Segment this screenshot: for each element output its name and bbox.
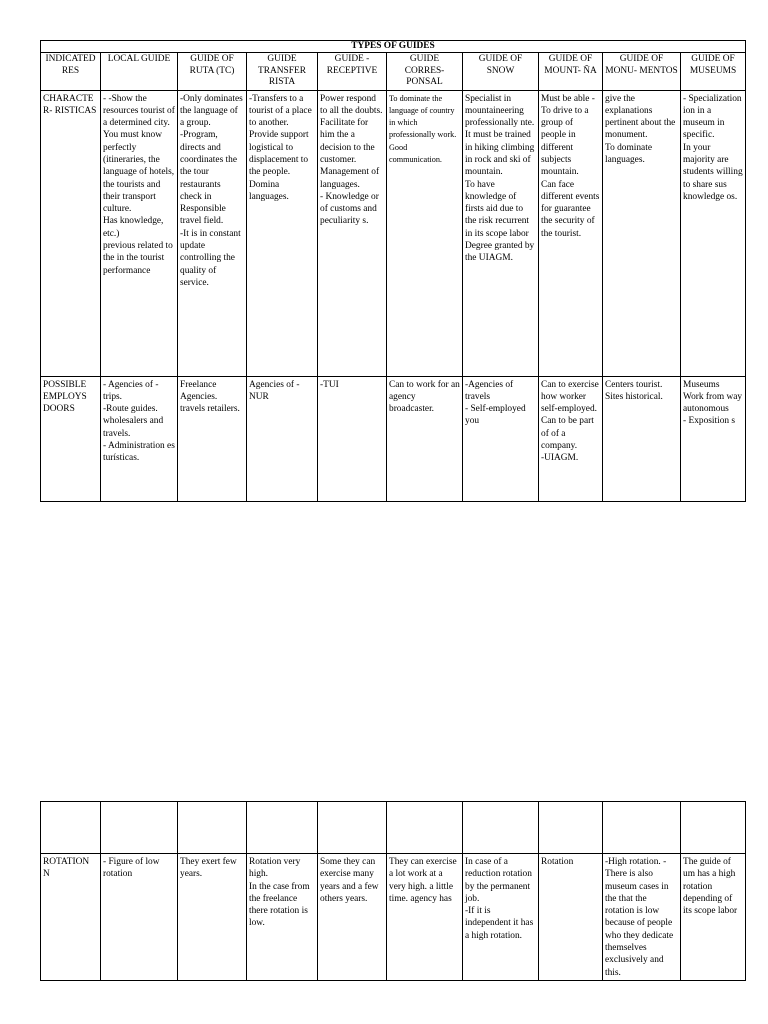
table-cell: Centers tourist. Sites historical.: [603, 376, 681, 501]
table-title: TYPES OF GUIDES: [41, 41, 746, 53]
table-cell: give the explanations pertinent about the monument. To dominate languages.: [603, 90, 681, 376]
table-cell: In case of a reduction rotation by the permanent job. -If it is independent it has a high rotation.: [463, 854, 539, 981]
empty-cell: [41, 802, 101, 854]
table-cell: - -Show the resources tourist of a determined city. You must know perfectly (itineraries, the language of hotels, the tourists and their transport culture. Has knowledge, etc.) previous related to the in the tourist performance: [101, 90, 178, 376]
table-row: [41, 854, 746, 981]
empty-row: [41, 802, 746, 854]
title-row: [41, 41, 746, 53]
table-cell: Must be able - To drive to a group of people in different subjects mountain. Can face different events for guarantee the security of the tourist.: [539, 90, 603, 376]
header-cell: GUIDE OF RUTA (TC): [178, 53, 247, 91]
row-label: ROTATION N: [41, 854, 101, 981]
table-cell: Can to exercise how worker self-employed. Can to be part of of a company. -UIAGM.: [539, 376, 603, 501]
table-cell: -Only dominates the language of a group. -Program, directs and coordinates the the tour restaurants check in Responsible travel field. -It is in constant update controlling the quality of service.: [178, 90, 247, 376]
table-row: [41, 376, 746, 501]
table-cell: -Transfers to a tourist of a place to another. Provide support logistical to displacement to the people. Domina languages.: [247, 90, 318, 376]
table-cell: -High rotation. -There is also museum cases in the that the rotation is low because of people who they dedicate themselves exclusively and this.: [603, 854, 681, 981]
header-cell: GUIDE OF MOUNT- ÑA: [539, 53, 603, 91]
row-label: POSSIBLE EMPLOYS DOORS: [41, 376, 101, 501]
table-cell: Rotation very high. In the case from the freelance there rotation is low.: [247, 854, 318, 981]
table-cell: - Figure of low rotation: [101, 854, 178, 981]
empty-cell: [101, 802, 178, 854]
table-cell: They exert few years.: [178, 854, 247, 981]
table-row: [41, 90, 746, 376]
header-cell: GUIDE CORRES- PONSAL: [387, 53, 463, 91]
rotation-table: [40, 801, 746, 981]
empty-cell: [681, 802, 746, 854]
table-cell: Museums Work from way autonomous - Exposition s: [681, 376, 746, 501]
table-cell: Agencies of -NUR: [247, 376, 318, 501]
table-cell: Freelance Agencies. travels retailers.: [178, 376, 247, 501]
empty-cell: [387, 802, 463, 854]
empty-cell: [463, 802, 539, 854]
table-cell: To dominate the language of country in which professionally work. Good communication.: [387, 90, 463, 376]
empty-cell: [318, 802, 387, 854]
empty-cell: [603, 802, 681, 854]
header-cell: GUIDE OF SNOW: [463, 53, 539, 91]
table-cell: They can exercise a lot work at a very high. a little time. agency has: [387, 854, 463, 981]
types-of-guides-table: [40, 40, 746, 502]
header-cell: LOCAL GUIDE: [101, 53, 178, 91]
header-cell: GUIDE TRANSFER RISTA: [247, 53, 318, 91]
table-cell: - Agencies of - trips. -Route guides. wholesalers and travels. - Administration es turísticas.: [101, 376, 178, 501]
table-cell: Rotation: [539, 854, 603, 981]
header-cell: INDICATED RES: [41, 53, 101, 91]
table-cell: Power respond to all the doubts. Facilitate for him the a decision to the customer. Management of languages. - Knowledge or of customs and peculiarity s.: [318, 90, 387, 376]
table-cell: - Specialization ion in a museum in specific. In your majority are students willing to share sus knowledge os.: [681, 90, 746, 376]
table-cell: Specialist in mountaineering professionally nte. It must be trained in hiking climbing in rock and ski of mountain. To have knowledge of firsts aid due to the risk recurrent in its scope labor Degree granted by the UIAGM.: [463, 90, 539, 376]
table-cell: -TUI: [318, 376, 387, 501]
empty-cell: [178, 802, 247, 854]
row-label: CHARACTER- RISTICAS: [41, 90, 101, 376]
header-row: [41, 53, 746, 91]
table-cell: The guide of um has a high rotation depending of its scope labor: [681, 854, 746, 981]
header-cell: GUIDE - RECEPTIVE: [318, 53, 387, 91]
header-cell: GUIDE OF MONU- MENTOS: [603, 53, 681, 91]
empty-cell: [539, 802, 603, 854]
table-cell: -Agencies of travels - Self-employed you: [463, 376, 539, 501]
header-cell: GUIDE OF MUSEUMS: [681, 53, 746, 91]
empty-cell: [247, 802, 318, 854]
table-cell: Some they can exercise many years and a few others years.: [318, 854, 387, 981]
table-cell: Can to work for an agency broadcaster.: [387, 376, 463, 501]
